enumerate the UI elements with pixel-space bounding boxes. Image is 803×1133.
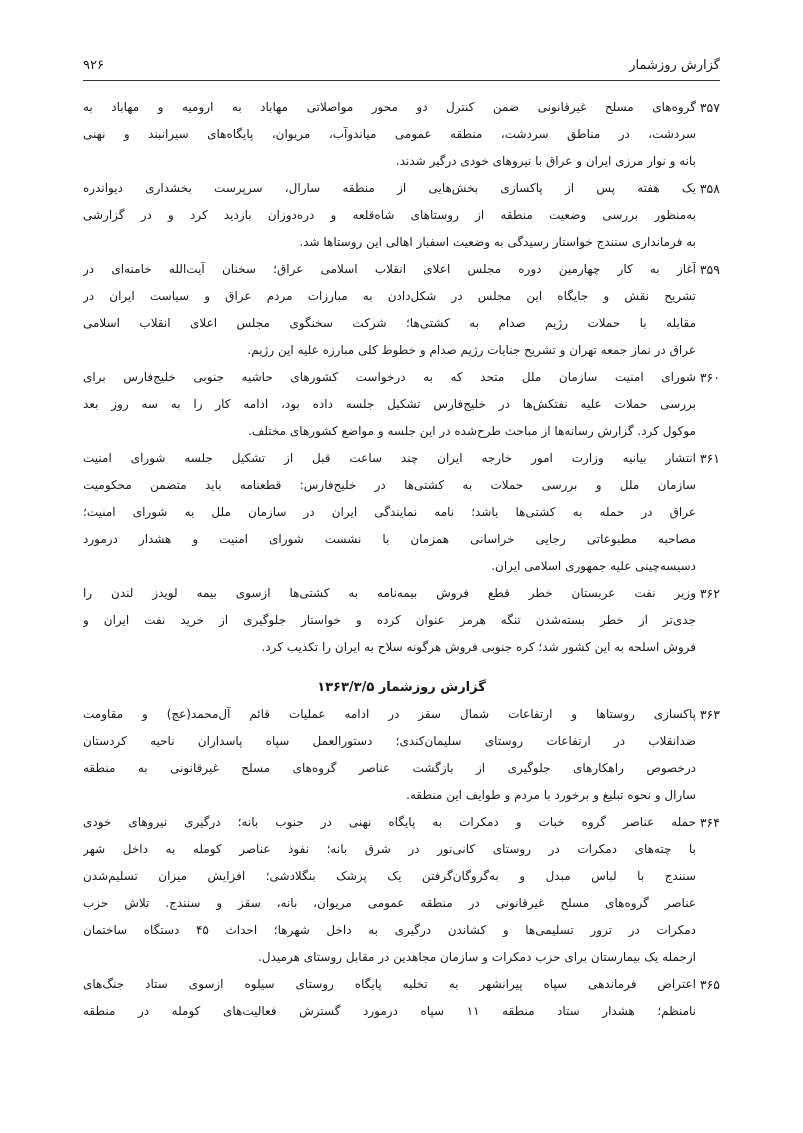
entry-number: ۳۶۰ bbox=[699, 370, 720, 385]
entry-line: یک هفته پس از پاکسازی بخش‌هایی از منطقه سارال، سرپرست بخشداری دیواندره bbox=[83, 181, 696, 195]
entry bbox=[83, 175, 720, 256]
entry-number: ۳۶۱ bbox=[699, 451, 720, 466]
entry bbox=[83, 701, 720, 809]
entry bbox=[83, 580, 720, 661]
page-number: ۹۲۶ bbox=[83, 58, 104, 73]
running-title: گزارش روزشمار bbox=[629, 58, 720, 73]
entry-number: ۳۶۵ bbox=[699, 977, 720, 992]
entry-line: عناصر گروه‌های مسلح غیرقانونی در منطقه عمومی مریوان، بانه، سقز و سنندج. تلاش حزب bbox=[83, 896, 696, 910]
entry bbox=[83, 364, 720, 445]
entry bbox=[83, 445, 720, 580]
entry-number: ۳۶۴ bbox=[699, 815, 720, 830]
entry-line: ازجمله یک بیمارستان برای حزب دمکرات و سازمان مجاهدین در مقابل روستای هرمیدل. bbox=[258, 950, 696, 964]
entry-line: موکول کرد. گزارش رسانه‌ها از مباحث طرح‌شده در این جلسه و مواضع کشورهای مختلف. bbox=[248, 424, 696, 438]
section-heading: گزارش روزشمار ۱۳۶۳/۳/۵ bbox=[317, 680, 486, 695]
entry-line: اعتراض فرماندهی سپاه پیرانشهر به تخلیه پایگاه روستای سیلوه ازسوی ستاد جنگ‌های bbox=[83, 977, 696, 991]
entry-number: ۳۶۳ bbox=[699, 707, 720, 722]
entry bbox=[83, 971, 720, 1025]
entry-line: وزیر نفت عربستان خطر قطع فروش بیمه‌نامه به کشتی‌ها ازسوی بیمه لویدز لندن را bbox=[83, 586, 696, 600]
entry-number: ۳۵۹ bbox=[699, 262, 720, 277]
entry-line: عراق در حمله به کشتی‌ها باشد؛ نامه نمایندگی ایران در سازمان ملل به شورای امنیت؛ bbox=[83, 505, 696, 519]
entry bbox=[83, 809, 720, 971]
entry-line: آغاز به کار چهارمین دوره مجلس اعلای انقلاب اسلامی عراق؛ سخنان آیت‌الله خامنه‌ای در bbox=[83, 262, 696, 276]
entry bbox=[83, 94, 720, 175]
page-body bbox=[83, 94, 720, 1025]
entry-line: دسیسه‌چینی علیه جمهوری اسلامی ایران. bbox=[491, 559, 696, 573]
entry-line: سارال و نحوه تبلیغ و برخورد با مردم و طوایف این منطقه. bbox=[406, 788, 696, 802]
entry-number: ۳۵۷ bbox=[699, 100, 720, 115]
entries-group-a bbox=[83, 94, 720, 661]
entry-line: تشریح نقش و جایگاه این مجلس در شکل‌دادن به مبارزات مردم عراق و سیاست ایران در bbox=[83, 289, 696, 303]
entry-line: بررسی حملات علیه نفتکش‌ها در خلیج‌فارس تشکیل جلسه داده بود، ادامه کار را به سه روز بعد bbox=[83, 397, 696, 411]
entry-line: انتشار بیانیه وزارت امور خارجه ایران چند ساعت قبل از تشکیل جلسه شورای امنیت bbox=[83, 451, 696, 465]
entry-line: گروه‌های مسلح غیرقانونی ضمن کنترل دو محور مواصلاتی مهاباد به ارومیه و مهاباد به bbox=[83, 100, 696, 114]
entry-line: ضدانقلاب در ارتفاعات روستای سلیمان‌کندی؛ دستورالعمل سپاه پاسداران ناحیه کردستان bbox=[83, 734, 696, 748]
entry-line: سردشت، در مناطق سردشت، منطقه عمومی میاندوآب، مریوان، پایگاه‌های سیرانبند و نهنی bbox=[83, 127, 696, 141]
entry-line: درخصوص راهکارهای جلوگیری از بازگشت عناصر گروه‌های مسلح غیرقانونی به منطقه bbox=[83, 761, 696, 775]
entry-line: دمکرات در ترور تسلیمی‌ها و کشاندن درگیری به داخل شهرها؛ احداث ۴۵ دستگاه ساختمان bbox=[83, 923, 696, 937]
entry-line: نامنظم؛ هشدار ستاد منطقه ۱۱ سپاه درمورد گسترش فعالیت‌های کومله در منطقه bbox=[83, 1004, 696, 1018]
entry-line: فروش اسلحه به این کشور شد؛ کره جنوبی فروش هرگونه سلاح به ایران را تکذیب کرد. bbox=[261, 640, 696, 654]
entry bbox=[83, 256, 720, 364]
entry-line: شورای امنیت سازمان ملل متحد که به درخواست کشورهای حاشیه جنوبی خلیج‌فارس برای bbox=[83, 370, 696, 384]
entry-number: ۳۶۲ bbox=[699, 586, 720, 601]
entries-group-b bbox=[83, 701, 720, 1025]
entry-line: جدی‌تر از خطر بسته‌شدن تنگه هرمز عنوان کرده و خواستار جلوگیری از خرید نفت ایران و bbox=[83, 613, 696, 627]
entry-line: حمله عناصر گروه خبات و دمکرات به پایگاه نهنی در جنوب بانه؛ درگیری نیروهای خودی bbox=[83, 815, 696, 829]
entry-line: سنندج با لباس مبدل و به‌گروگان‌گرفتن یک پزشک بنگلادشی؛ افزایش میزان تسلیم‌شدن bbox=[83, 869, 696, 883]
entry-line: به فرمانداری سنندج خواستار رسیدگی به وضعیت اسفبار اهالی این روستاها شد. bbox=[299, 235, 696, 249]
entry-line: عراق در نماز جمعه تهران و تشریح جنایات رژیم صدام و خطوط کلی مبارزه علیه این رژیم. bbox=[247, 343, 696, 357]
entry-number: ۳۵۸ bbox=[699, 181, 720, 196]
entry-line: با چته‌های دمکرات در روستای کانی‌نور در شرق بانه؛ نفوذ عناصر کومله به داخل شهر bbox=[83, 842, 696, 856]
entry-line: به‌منظور بررسی وضعیت منطقه از روستاهای شاه‌قلعه و دره‌دوزان بازدید کرد و در گزارشی bbox=[83, 208, 696, 222]
entry-line: مقابله با حملات رژیم صدام به کشتی‌ها؛ شرکت سخنگوی مجلس اعلای انقلاب اسلامی bbox=[83, 316, 696, 330]
entry-line: مصاحبه مطبوعاتی رجایی خراسانی همزمان با نشست شورای امنیت و هشدار درمورد bbox=[83, 532, 696, 546]
running-header bbox=[83, 56, 720, 81]
entry-line: بانه و نوار مرزی ایران و عراق با نیروهای خودی درگیر شدند. bbox=[395, 154, 696, 168]
entry-line: پاکسازی روستاها و ارتفاعات شمال سقز در ادامه عملیات قائم آل‌محمد(عج) و مقاومت bbox=[83, 707, 696, 721]
entry-line: سازمان ملل و بررسی حملات به کشتی‌ها در خلیج‌فارس: قطعنامه باید متضمن محکومیت bbox=[83, 478, 696, 492]
